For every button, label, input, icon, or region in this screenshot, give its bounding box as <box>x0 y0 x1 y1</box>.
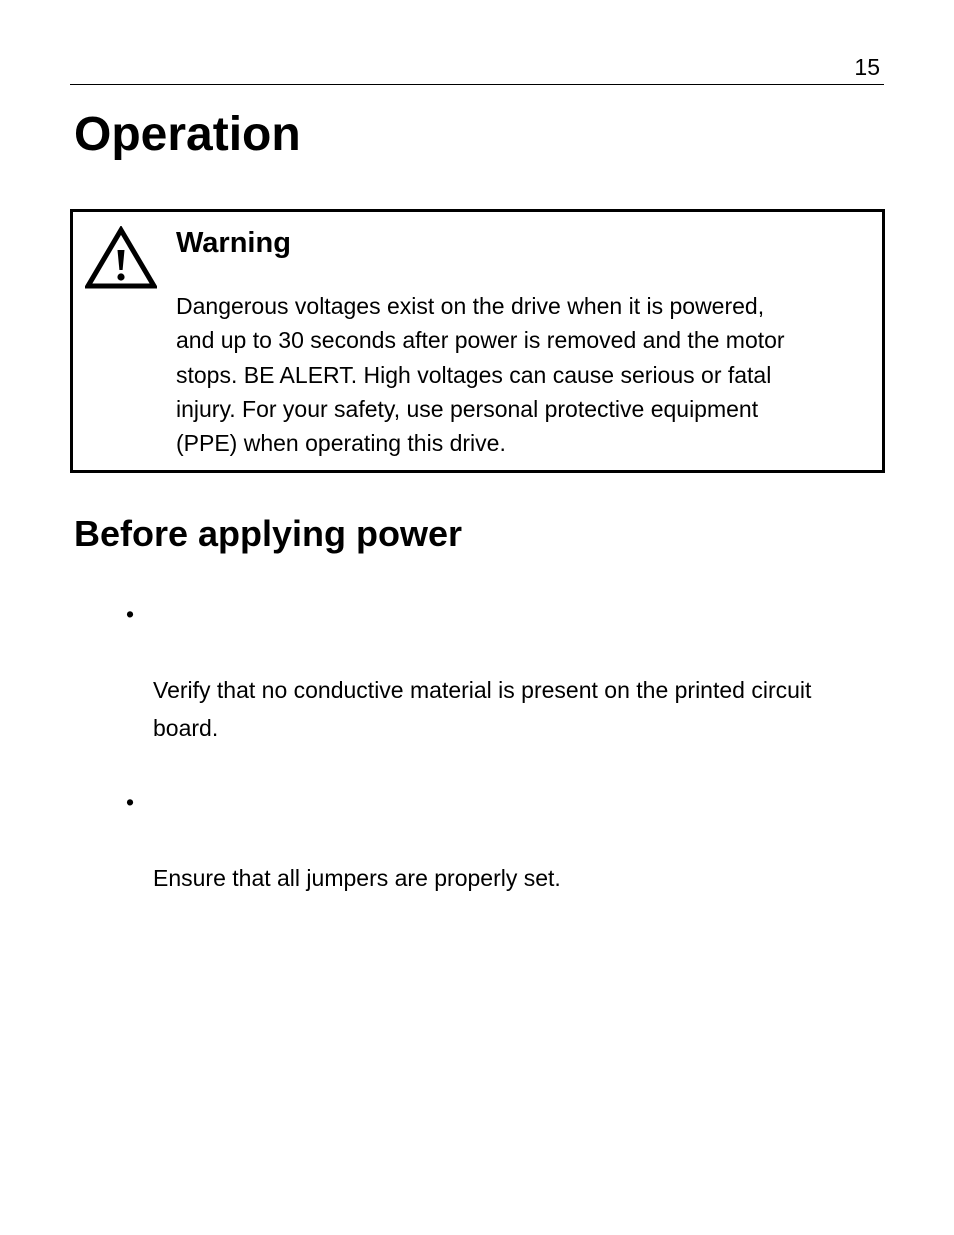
bullet: • <box>126 601 135 627</box>
list-item-text: Verify that no conductive material is present on the printed circuit board. <box>153 677 812 741</box>
warning-box <box>70 209 885 473</box>
warning-triangle-icon <box>85 226 157 290</box>
checklist <box>126 595 886 933</box>
list-item <box>126 595 886 747</box>
warning-text: Dangerous voltages exist on the drive when it is powered, and up to 30 seconds after power is removed and the motor stops. BE ALERT. High voltages can cause serious or fatal injury. For your safety, use personal protective equipment (PPE) when operating this drive. <box>176 293 785 457</box>
section-heading: Before applying power <box>74 513 463 554</box>
header-rule <box>70 84 884 85</box>
list-item <box>126 783 886 897</box>
page-number: 15 <box>854 54 880 80</box>
list-item-text: Ensure that all jumpers are properly set. <box>153 865 561 891</box>
bullet: • <box>126 789 135 815</box>
warning-heading: Warning <box>176 227 291 259</box>
page-title: Operation <box>74 108 301 161</box>
